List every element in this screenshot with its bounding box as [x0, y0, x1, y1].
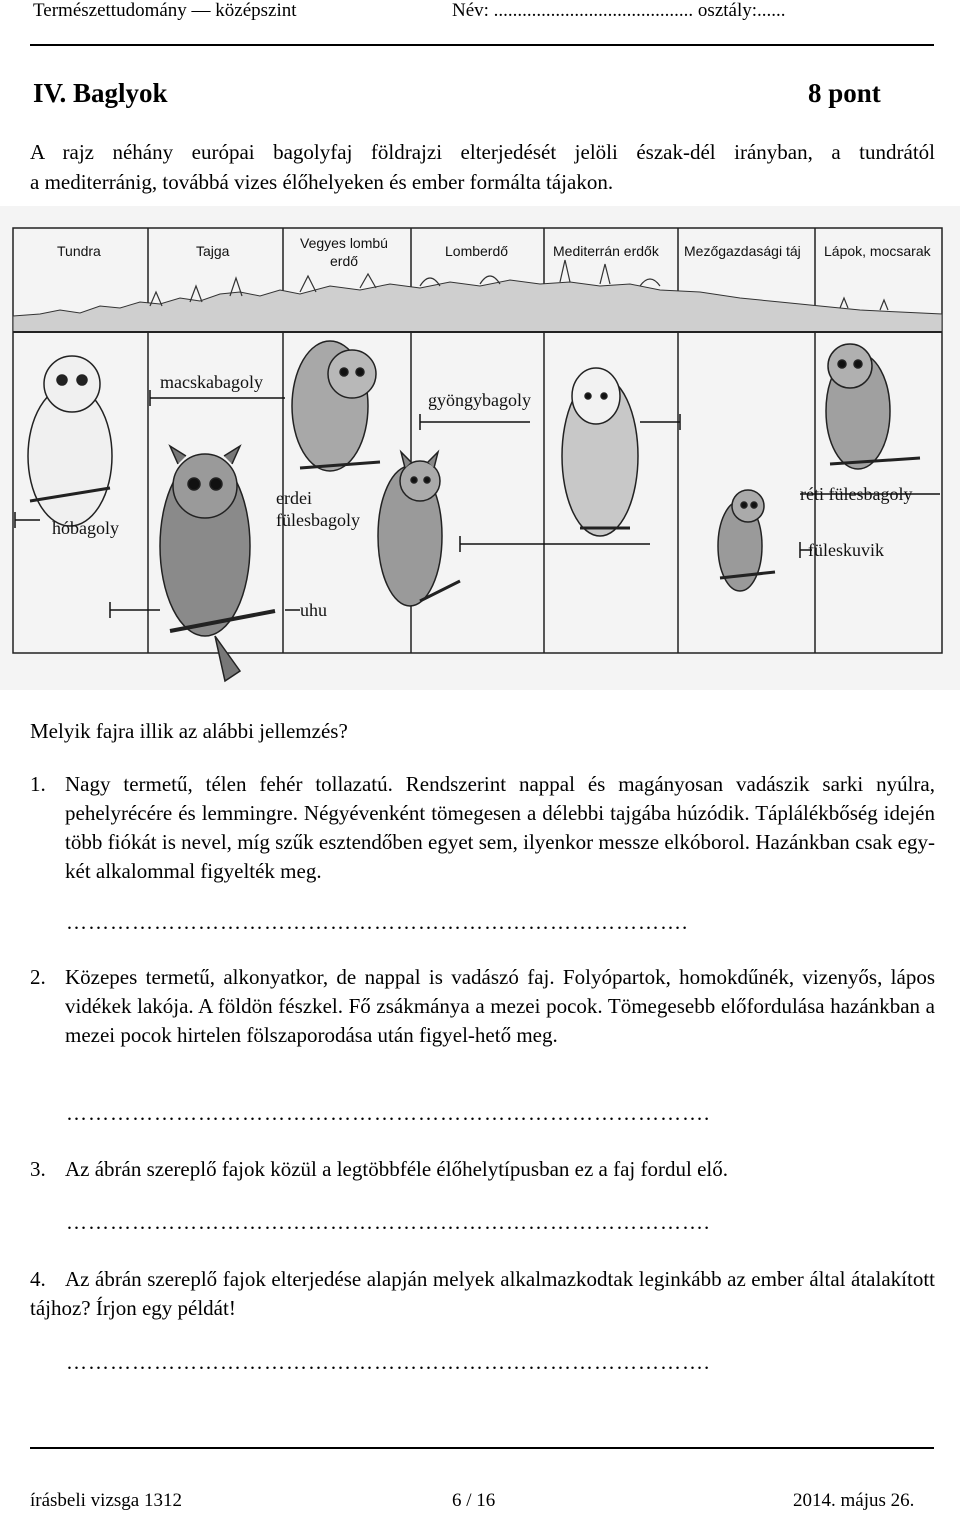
intro-paragraph	[30, 137, 935, 197]
figure-background	[0, 206, 960, 690]
habitat-label-lomberdo: Lomberdő	[445, 243, 509, 259]
question-1	[30, 770, 935, 886]
habitat-label-vegyes-2: erdő	[330, 253, 359, 269]
section-points: 8 pont	[808, 78, 881, 108]
section-title: IV. Baglyok	[33, 78, 168, 108]
question-1-number: 1.	[30, 772, 46, 796]
answer-line-4: …………………………………………………………………………….	[66, 1350, 711, 1374]
habitat-label-tajga: Tajga	[196, 243, 230, 259]
question-2	[30, 963, 935, 1050]
question-4-text: Az ábrán szereplő fajok elterjedése alapján melyek alkalmazkodtak leginkább az ember által átalakított tájhoz? Írjon egy példát!	[30, 1267, 935, 1320]
footer-date: 2014. május 26.	[793, 1490, 915, 1511]
question-1-text: Nagy termetű, télen fehér tollazatú. Rendszerint nappal és magányosan vadászik sarki nyúlra, pehelyrécére és lemmingre. Négyévenként tömegesen a délebbi tajgába húzódik. Táplálékbőség idején több fiókát is nevel, míg szűk esztendőben egyet sem, ilyenkor messze elkóborol. Hazánkban csak egy-két alkalommal figyelték meg.	[65, 772, 935, 883]
question-3-number: 3.	[30, 1157, 46, 1181]
label-hobagoly: hóbagoly	[52, 518, 119, 538]
label-gyongybagoly: gyöngybagoly	[428, 390, 531, 410]
habitat-label-mezogazdasagi: Mezőgazdasági táj	[684, 243, 801, 259]
label-macskabagoly: macskabagoly	[160, 372, 263, 392]
label-reti-fulesbagoly: réti fülesbagoly	[800, 484, 913, 504]
header-subject: Természettudomány — középszint	[33, 0, 297, 21]
label-uhu: uhu	[300, 600, 327, 620]
question-2-number: 2.	[30, 965, 46, 989]
habitat-label-lapok: Lápok, mocsarak	[824, 243, 931, 259]
answer-line-2: …………………………………………………………………………….	[66, 1101, 711, 1125]
question-intro: Melyik fajra illik az alábbi jellemzés?	[30, 719, 348, 743]
question-2-text: Közepes termetű, alkonyatkor, de nappal is vadászó faj. Folyópartok, homokdűnék, vizenyős, lápos vidékek lakója. A földön fészkel. Fő zsákmánya a mezei pocok. Tömegesebb előfordulása hazánkban a mezei pocok hirtelen fölszaporodása után figyel-hető meg.	[65, 965, 935, 1047]
answer-line-3: …………………………………………………………………………….	[66, 1210, 711, 1234]
question-3-text: Az ábrán szereplő fajok közül a legtöbbféle élőhelytípusban ez a faj fordul elő.	[65, 1157, 728, 1181]
footer-page-number: 6 / 16	[452, 1490, 496, 1511]
habitat-label-tundra: Tundra	[57, 243, 101, 259]
habitat-label-mediterran: Mediterrán erdők	[553, 243, 659, 259]
question-4	[30, 1265, 935, 1323]
header-name-class: Név: .......................................... osztály:......	[452, 0, 786, 21]
footer-rule	[30, 1447, 934, 1449]
label-erdei-1: erdei	[276, 488, 312, 508]
label-erdei-2: fülesbagoly	[276, 510, 360, 530]
intro-line-2: a mediterránig, továbbá vizes élőhelyeken és ember formálta tájakon.	[30, 170, 614, 194]
header-rule	[30, 44, 934, 46]
question-4-number: 4.	[30, 1267, 46, 1291]
owl-distribution-figure	[0, 206, 960, 690]
answer-line-1: ………………………………………………………………………….	[66, 910, 689, 934]
habitat-label-vegyes-1: Vegyes lombú	[300, 235, 388, 251]
question-3	[30, 1155, 935, 1184]
intro-line-1: A rajz néhány európai bagolyfaj földrajzi elterjedését jelöli észak-dél irányban, a tundrától	[30, 140, 935, 164]
footer-exam-code: írásbeli vizsga 1312	[30, 1490, 182, 1511]
label-fuleskuvik: füleskuvik	[808, 540, 884, 560]
